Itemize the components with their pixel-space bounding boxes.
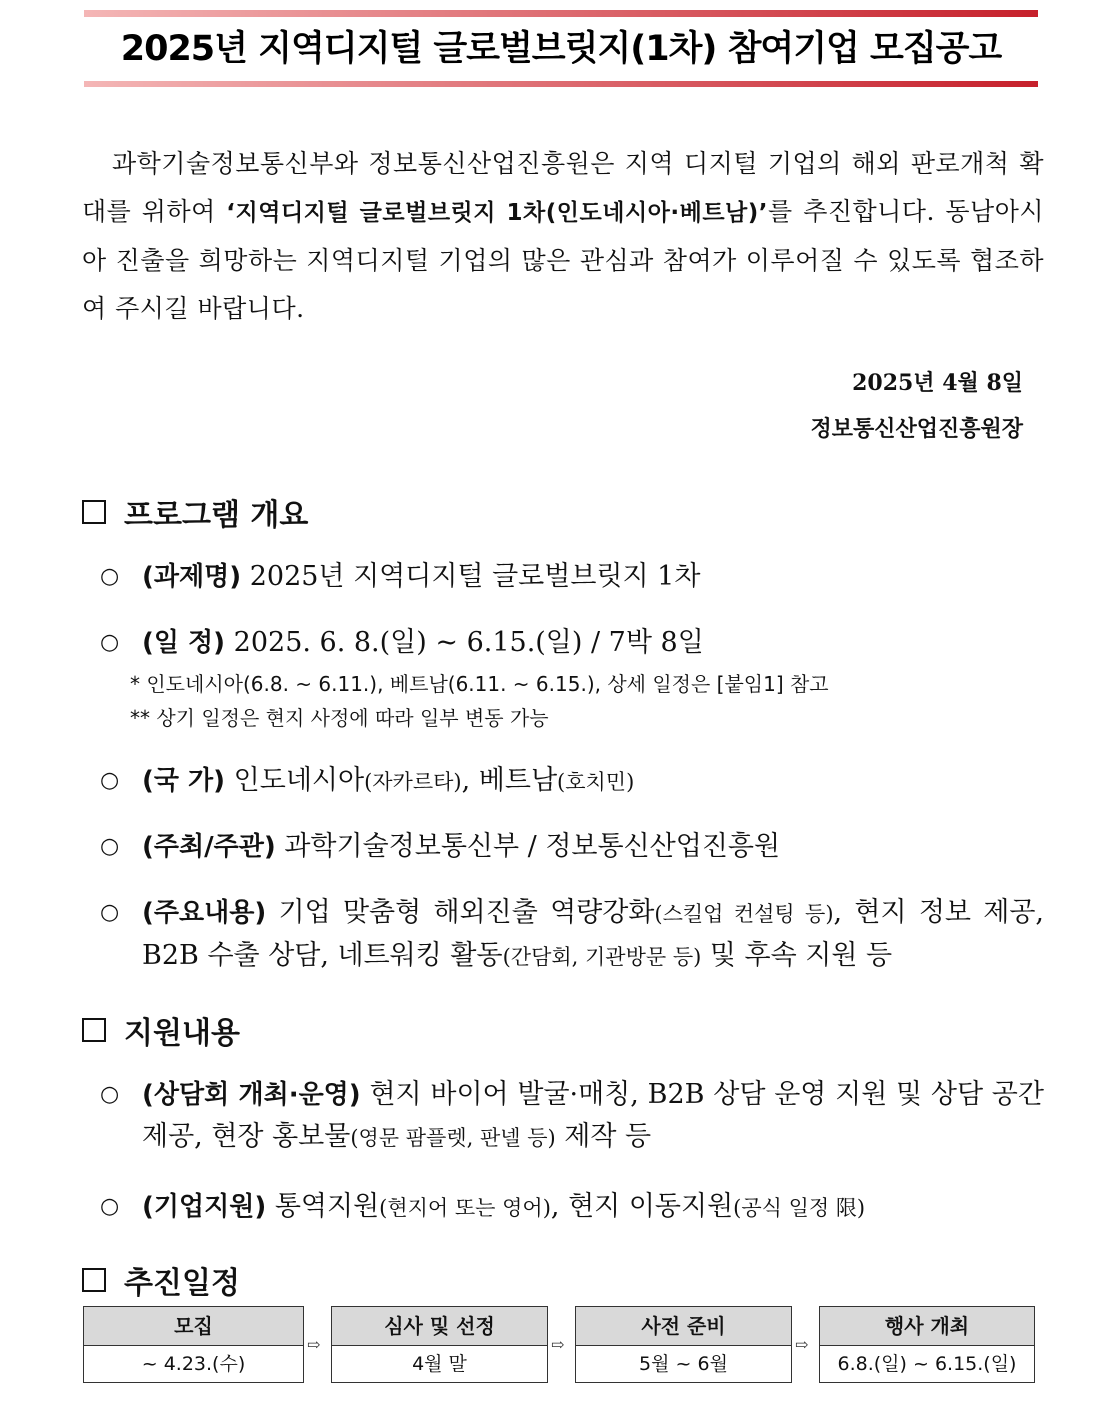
arrow-right-icon: ⇨ (795, 1335, 809, 1354)
content-a: 기업 맞춤형 해외진출 역량강화 (278, 897, 655, 928)
checkbox-square-icon (82, 1018, 106, 1042)
content-c: 및 후속 지원 등 (701, 940, 893, 971)
schedule-step (83, 1306, 304, 1383)
content-a-note: (스킬업 컨설팅 등) (654, 902, 834, 926)
schedule-step-title: 사전 준비 (576, 1307, 791, 1346)
period-value: 2025. 6. 8.(일) ~ 6.15.(일) / 7박 8일 (233, 627, 704, 658)
section-support-title: 지원내용 (124, 1016, 240, 1051)
schedule-step (331, 1306, 548, 1383)
period-label: (일 정) (142, 628, 226, 658)
country-separator: , (461, 765, 479, 796)
checkbox-square-icon (82, 500, 106, 524)
content-label: (주요내용) (142, 898, 267, 928)
country-label: (국 가) (142, 766, 226, 796)
intro-part2: 를 추진합니다. 동남아시아 진출을 희망하는 지역디지털 기업의 많은 관심과 참여가 이루어질 수 있도록 협조하여 주시길 바랍니다. (82, 197, 1044, 323)
circle-bullet-icon: ○ (100, 900, 120, 925)
content-b-note: (간담회, 기관방문 등) (502, 945, 702, 969)
period-note-2: ** 상기 일정은 현지 사정에 따라 일부 변동 가능 (130, 706, 549, 730)
checkbox-square-icon (82, 1268, 106, 1292)
arrow-right-icon: ⇨ (307, 1335, 321, 1354)
circle-bullet-icon: ○ (100, 1194, 120, 1219)
schedule-step-date: 4월 말 (412, 1353, 467, 1375)
company-a: 통역지원 (274, 1191, 380, 1222)
company-a-note: (현지어 또는 영어) (379, 1196, 551, 1220)
country-1-city: (자카르타) (364, 770, 462, 794)
meeting-a-note: (영문 팜플렛, 판넬 등) (350, 1126, 556, 1150)
title-bar-top (84, 10, 1038, 17)
schedule-step-title: 심사 및 선정 (332, 1307, 547, 1346)
circle-bullet-icon: ○ (100, 834, 120, 859)
section-support (82, 1008, 240, 1052)
section-overview (82, 490, 308, 534)
content-b: , 현지 정보 제공, B2B 수출 상담, 네트워킹 활동 (142, 897, 1044, 971)
schedule-step-title: 모집 (84, 1307, 303, 1346)
schedule-step-date: 5월 ~ 6월 (639, 1353, 728, 1375)
host-label: (주최/주관) (142, 832, 276, 862)
task-value: 2025년 지역디지털 글로벌브릿지 1차 (249, 561, 701, 592)
country-2: 베트남 (478, 765, 558, 796)
task-label: (과제명) (142, 562, 242, 592)
circle-bullet-icon: ○ (100, 630, 120, 655)
company-b-note: (공식 일정 限) (733, 1196, 866, 1220)
intro-highlight: ‘지역디지털 글로벌브릿지 1차(인도네시아·베트남)’ (226, 200, 769, 226)
section-schedule (82, 1258, 240, 1302)
company-b: , 현지 이동지원 (550, 1191, 734, 1222)
schedule-step-date: 6.8.(일) ~ 6.15.(일) (837, 1353, 1017, 1375)
page-title: 2025년 지역디지털 글로벌브릿지(1차) 참여기업 모집공고 (120, 29, 1002, 69)
schedule-step-date: ~ 4.23.(수) (141, 1353, 246, 1375)
arrow-right-icon: ⇨ (551, 1335, 565, 1354)
section-overview-title: 프로그램 개요 (124, 498, 309, 533)
country-2-city: (호치민) (557, 770, 635, 794)
period-note-1: * 인도네시아(6.8. ~ 6.11.), 베트남(6.11. ~ 6.15.), 상세 일정은 [붙임1] 참고 (130, 672, 829, 696)
announcement-date: 2025년 4월 8일 (852, 370, 1023, 396)
issuer: 정보통신산업진흥원장 (810, 416, 1023, 442)
circle-bullet-icon: ○ (100, 564, 120, 589)
schedule-step (819, 1306, 1035, 1383)
section-schedule-title: 추진일정 (124, 1266, 240, 1301)
circle-bullet-icon: ○ (100, 768, 120, 793)
meeting-a: 현지 바이어 발굴·매칭, B2B 상담 운영 지원 및 상담 공간 제공, 현장 홍보물 (142, 1079, 1044, 1152)
schedule-step (575, 1306, 792, 1383)
company-label: (기업지원) (142, 1192, 267, 1222)
meeting-b: 제작 등 (555, 1121, 652, 1152)
schedule-step-title: 행사 개최 (820, 1307, 1034, 1346)
meeting-label: (상담회 개최·운영) (142, 1080, 361, 1110)
intro-part1: 과학기술정보통신부와 정보통신산업진흥원은 지역 디지털 기업의 해외 판로개척 확대를 위하여 (82, 149, 1044, 226)
intro-paragraph (82, 140, 1044, 333)
circle-bullet-icon: ○ (100, 1082, 120, 1107)
country-1: 인도네시아 (233, 765, 365, 796)
title-block (84, 10, 1038, 87)
host-value: 과학기술정보통신부 / 정보통신산업진흥원 (284, 831, 781, 862)
title-bar-bottom (84, 81, 1038, 87)
